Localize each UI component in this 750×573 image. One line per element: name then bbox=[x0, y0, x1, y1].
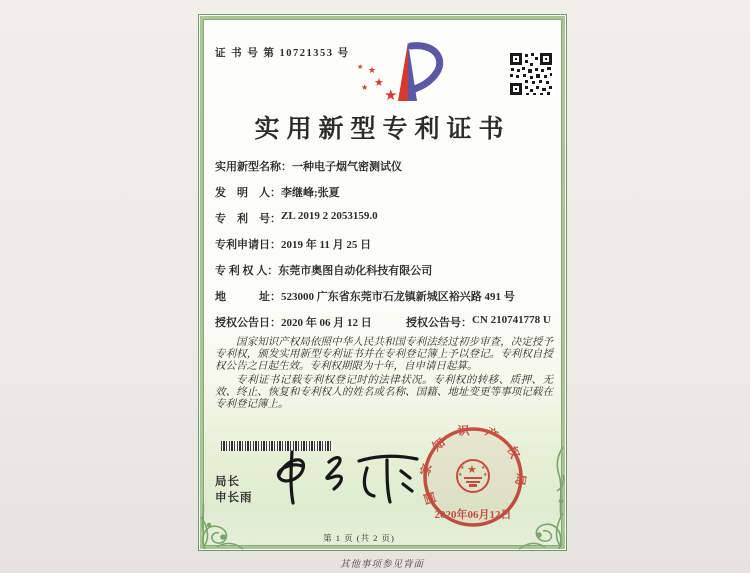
certificate-sheet bbox=[198, 14, 567, 551]
svg-text:★: ★ bbox=[460, 465, 465, 471]
seal-agency-text: 国家知识产权局 bbox=[417, 422, 529, 506]
field-value: 2019 年 11 月 25 日 bbox=[281, 239, 372, 251]
field-value: 523000 广东省东莞市石龙镇新城区裕兴路 491 号 bbox=[281, 291, 515, 303]
field-label: 授权公告号： bbox=[406, 317, 472, 329]
field-value: 李继峰;张夏 bbox=[281, 187, 340, 199]
field-label: 专利申请日： bbox=[215, 239, 281, 251]
svg-text:★: ★ bbox=[357, 63, 364, 71]
field-label: 实用新型名称： bbox=[215, 161, 292, 173]
official-seal bbox=[413, 419, 533, 539]
svg-text:★: ★ bbox=[384, 86, 398, 104]
field-label: 专 利 权 人： bbox=[215, 265, 279, 277]
field-label: 专 利 号： bbox=[215, 213, 281, 225]
field-row-patentee bbox=[215, 262, 555, 278]
field-row-filing-date bbox=[215, 236, 555, 252]
svg-text:★: ★ bbox=[361, 83, 369, 92]
field-label: 授权公告日： bbox=[215, 317, 281, 329]
svg-text:★: ★ bbox=[374, 76, 384, 89]
field-row-address bbox=[215, 288, 555, 304]
seal-date: 2020年06月12日 bbox=[434, 509, 512, 521]
svg-text:★: ★ bbox=[368, 66, 377, 76]
qr-code bbox=[508, 51, 554, 97]
svg-text:★: ★ bbox=[481, 465, 486, 471]
director-name: 申长雨 bbox=[215, 492, 253, 504]
back-side-note: 其他事项参见背面 bbox=[340, 560, 425, 570]
field-row-name bbox=[215, 158, 555, 174]
director-title: 局长 bbox=[215, 476, 240, 488]
field-row-patent-no bbox=[215, 210, 555, 226]
svg-text:★: ★ bbox=[467, 463, 477, 476]
field-value: 一种电子烟气密测试仪 bbox=[292, 161, 402, 173]
legal-paragraph-2: 专利证书记载专利权登记时的法律状况。专利权的转移、质押、无效、终止、恢复和专利权人的姓名或名称、国籍、地址变更等事项记载在专利登记簿上。 bbox=[215, 374, 553, 410]
certificate-number: 证 书 号 第 10721353 号 bbox=[215, 48, 350, 59]
legal-paragraph-1: 国家知识产权局依照中华人民共和国专利法经过初步审查，决定授予专利权，颁发实用新型专利证书并在专利登记簿上予以登记。专利权自授权公告之日起生效。专利权期限为十年，自申请日起算。 bbox=[215, 337, 553, 372]
svg-text:★: ★ bbox=[458, 472, 463, 478]
field-value: CN 210741778 U bbox=[472, 314, 551, 326]
field-value: 2020 年 06 月 12 日 bbox=[281, 317, 372, 329]
field-row-grant bbox=[215, 314, 555, 330]
page-number: 第 1 页 (共 2 页) bbox=[323, 533, 395, 543]
field-row-inventor bbox=[215, 184, 555, 200]
field-label: 地 址： bbox=[215, 291, 281, 303]
field-label: 发 明 人： bbox=[215, 187, 281, 199]
cnipa-logo-icon bbox=[351, 39, 447, 107]
svg-text:★: ★ bbox=[483, 472, 488, 478]
field-value: ZL 2019 2 2053159.0 bbox=[281, 210, 378, 222]
certificate-title: 实用新型专利证书 bbox=[254, 116, 511, 143]
legal-text bbox=[215, 337, 553, 412]
field-value: 东莞市奥图自动化科技有限公司 bbox=[278, 265, 433, 277]
